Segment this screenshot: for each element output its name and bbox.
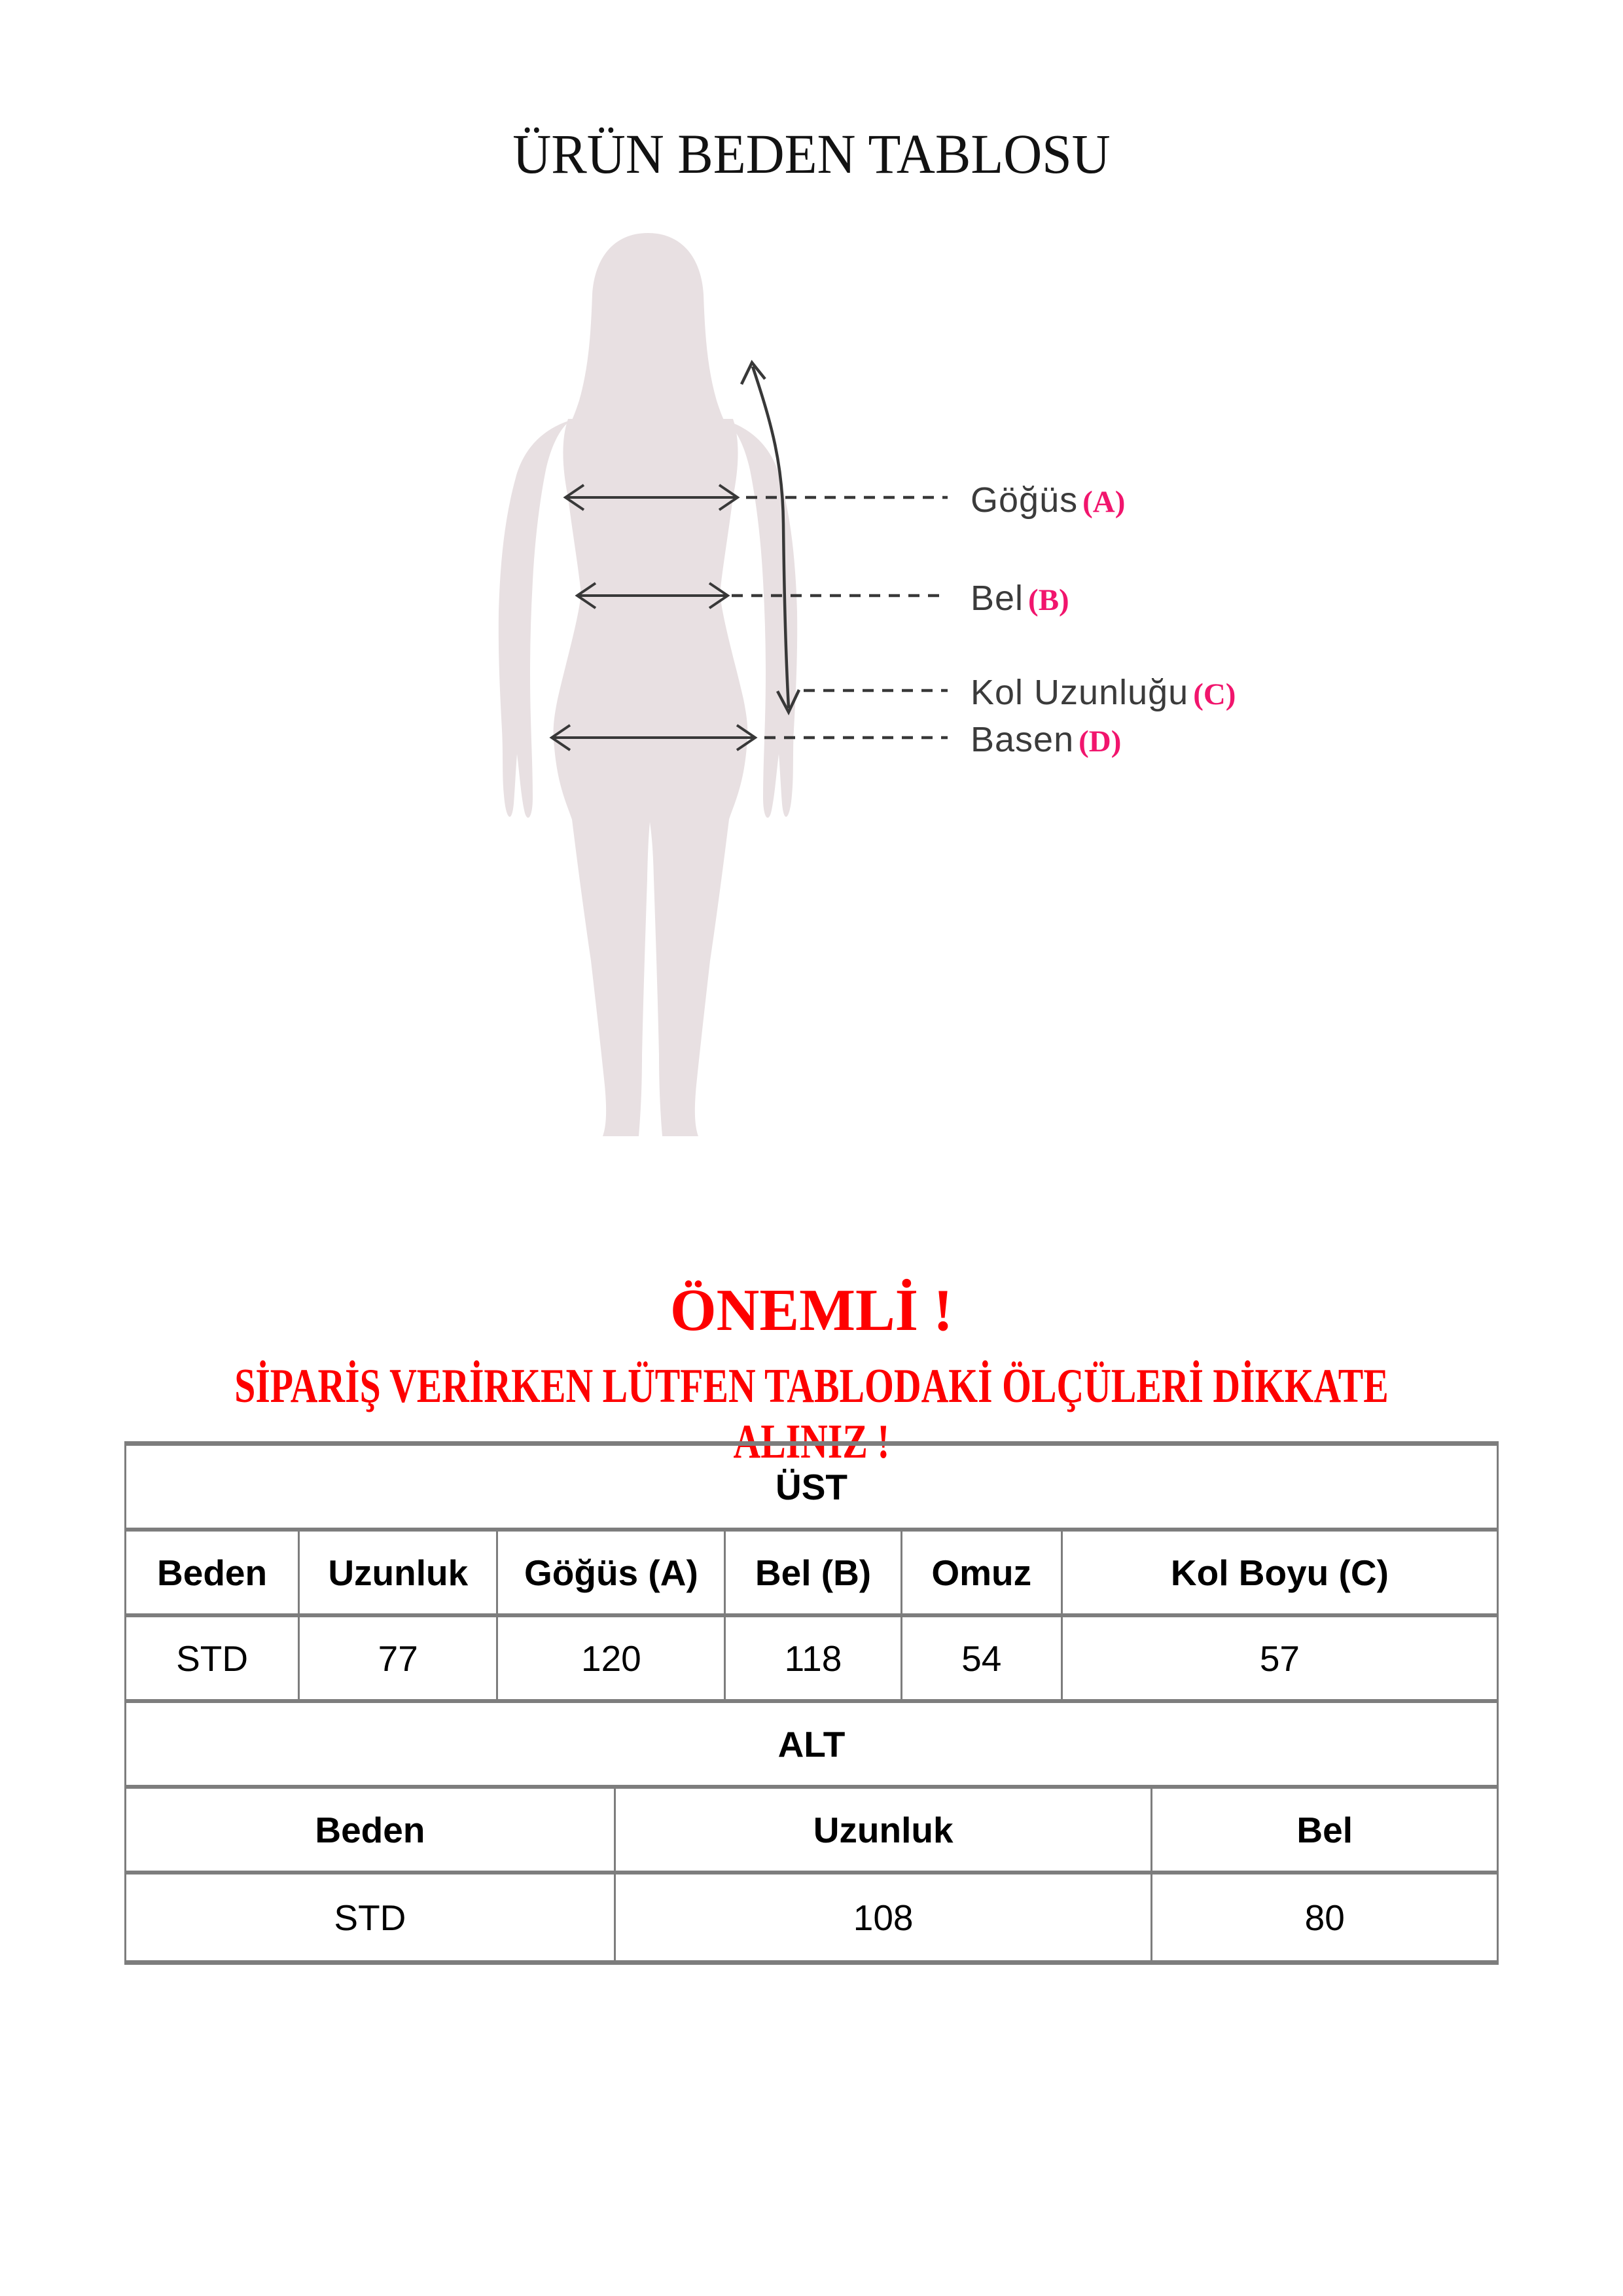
header-beden: Beden bbox=[157, 1552, 268, 1593]
ust-omuz-value: 54 bbox=[901, 1617, 1061, 1699]
ust-uzunluk-value: 77 bbox=[298, 1617, 496, 1699]
label-chest-letter: (A) bbox=[1082, 485, 1126, 519]
label-hips bbox=[971, 722, 1121, 759]
alt-bel-value: 80 bbox=[1150, 1874, 1497, 1960]
table-section-row-alt bbox=[126, 1703, 1497, 1789]
alt-header-beden: Beden bbox=[315, 1809, 425, 1850]
header-gogus-a: Göğüs (A) bbox=[496, 1532, 724, 1613]
header-bel-b: Bel (B) bbox=[724, 1532, 900, 1613]
label-arm-length bbox=[971, 675, 1236, 712]
ust-beden-value: STD bbox=[176, 1638, 249, 1679]
alt-uzunluk-value: 108 bbox=[614, 1874, 1151, 1960]
header-uzunluk: Uzunluk bbox=[298, 1532, 496, 1613]
table-data-row-ust bbox=[126, 1617, 1497, 1703]
section-title-ust: ÜST bbox=[776, 1466, 847, 1507]
label-arm-length-text: Kol Uzunluğu bbox=[971, 673, 1189, 712]
ust-kol-boyu-value: 57 bbox=[1061, 1617, 1497, 1699]
label-waist-letter: (B) bbox=[1028, 583, 1069, 617]
label-hips-letter: (D) bbox=[1079, 725, 1122, 759]
page-title: ÜRÜN BEDEN TABLOSU bbox=[512, 122, 1111, 185]
header-omuz: Omuz bbox=[901, 1532, 1061, 1613]
label-chest bbox=[971, 482, 1125, 520]
label-waist bbox=[971, 581, 1069, 618]
ust-bel-value: 118 bbox=[724, 1617, 900, 1699]
important-headline: ÖNEMLİ ! bbox=[669, 1277, 954, 1343]
label-hips-text: Basen bbox=[971, 720, 1075, 759]
alt-beden-value: STD bbox=[334, 1897, 406, 1938]
label-waist-text: Bel bbox=[971, 579, 1024, 618]
section-title-alt: ALT bbox=[777, 1723, 846, 1765]
label-arm-length-letter: (C) bbox=[1193, 677, 1236, 711]
alt-header-uzunluk: Uzunluk bbox=[614, 1789, 1151, 1871]
order-warning-text: SİPARİŞ VERİRKEN LÜTFEN TABLODAKİ ÖLÇÜLERİ DİKKATE ALINIZ ! bbox=[234, 1359, 1389, 1469]
alt-header-bel: Bel bbox=[1150, 1789, 1497, 1871]
label-chest-text: Göğüs bbox=[971, 480, 1079, 520]
size-table bbox=[124, 1441, 1499, 1965]
header-kol-boyu: Kol Boyu (C) bbox=[1061, 1532, 1497, 1613]
table-header-row-alt bbox=[126, 1789, 1497, 1874]
table-header-row-ust bbox=[126, 1532, 1497, 1617]
table-data-row-alt bbox=[126, 1874, 1497, 1960]
ust-gogus-value: 120 bbox=[496, 1617, 724, 1699]
table-section-row-ust bbox=[126, 1446, 1497, 1532]
